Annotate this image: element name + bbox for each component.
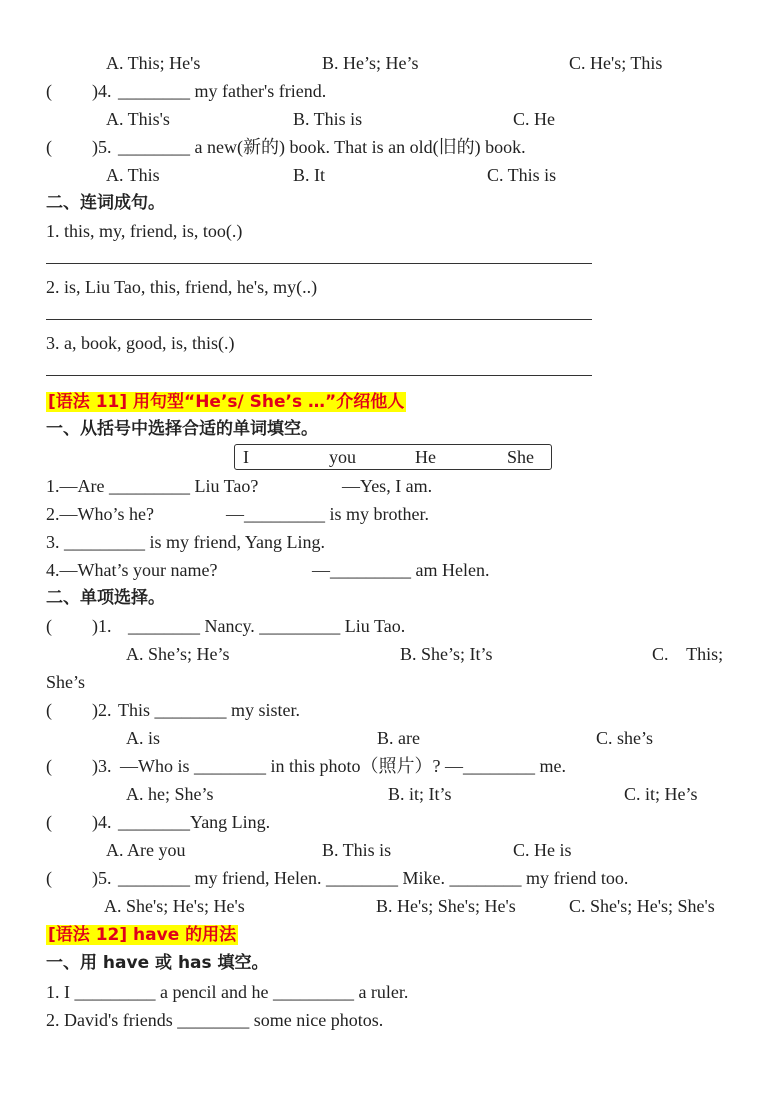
question-number: )1. <box>92 616 112 636</box>
option-b: B. it; It’s <box>388 784 452 804</box>
grammar-heading <box>46 922 238 947</box>
question-number: )5. <box>92 868 112 888</box>
section-title: 二、单项选择。 <box>46 588 165 608</box>
answer-paren: ( <box>46 700 52 720</box>
section-title: 二、连词成句。 <box>46 193 165 213</box>
option-a: A. Are you <box>106 840 186 860</box>
option-a: A. is <box>126 728 161 748</box>
option-a: A. he; She’s <box>126 784 214 804</box>
option-b: B. She’s; It’s <box>400 644 493 664</box>
grammar-heading <box>46 389 406 414</box>
option-c: C. He <box>513 109 555 129</box>
answer-paren: ( <box>46 137 52 157</box>
answer-line <box>46 319 592 320</box>
option-a: A. This <box>106 165 160 185</box>
question-number: )5. <box>92 137 112 157</box>
option-b: B. This is <box>322 840 392 860</box>
question-text: ________ my friend, Helen. ________ Mike. ________ my friend too. <box>118 868 629 888</box>
answer-line <box>46 263 592 264</box>
question-text: ________ my father's friend. <box>118 81 327 101</box>
word-option: He <box>415 447 436 467</box>
sentence-prompt: 3. a, book, good, is, this(.) <box>46 333 235 353</box>
option-c: C. He is <box>513 840 572 860</box>
word-option: you <box>329 447 356 467</box>
option-b: B. He's; She's; He's <box>376 896 516 916</box>
question-number: )2. <box>92 700 112 720</box>
fill-question: 1.—Are _________ Liu Tao? <box>46 476 259 496</box>
question-number: )3. <box>92 756 112 776</box>
answer-paren: ( <box>46 756 52 776</box>
fill-question: 3. _________ is my friend, Yang Ling. <box>46 532 325 552</box>
question-number: )4. <box>92 812 112 832</box>
section-title: 一、从括号中选择合适的单词填空。 <box>46 419 318 439</box>
fill-question: 2.—Who’s he? <box>46 504 154 524</box>
word-option: She <box>507 447 534 467</box>
answer-line <box>46 375 592 376</box>
option-a: A. She's; He's; He's <box>104 896 245 916</box>
fill-question: 2. David's friends ________ some nice photos. <box>46 1010 384 1030</box>
answer-paren: ( <box>46 616 52 636</box>
fill-question: 4.—What’s your name? <box>46 560 218 580</box>
grammar-11-title: [语法 11] 用句型“He’s/ She’s …”介绍他人 <box>48 392 405 412</box>
option-b: B. It <box>293 165 326 185</box>
option-c: C. it; He’s <box>624 784 698 804</box>
option-c: C. This; <box>652 644 724 664</box>
option-c: C. He's; This <box>569 53 663 73</box>
question-text: —Who is ________ in this photo（照片）? —________ me. <box>120 756 566 776</box>
word-option: I <box>243 447 249 467</box>
question-text: ________ a new(新的) book. That is an old(旧的) book. <box>118 137 526 157</box>
option-a: A. This's <box>106 109 170 129</box>
answer-paren: ( <box>46 81 52 101</box>
sentence-prompt: 1. this, my, friend, is, too(.) <box>46 221 243 241</box>
question-number: )4. <box>92 81 112 101</box>
question-text: ________ Nancy. _________ Liu Tao. <box>128 616 406 636</box>
option-a: A. This; He's <box>106 53 201 73</box>
option-c-continued: She’s <box>46 672 86 692</box>
option-b: B. He’s; He’s <box>322 53 419 73</box>
fill-answer: —_________ am Helen. <box>312 560 490 580</box>
option-c: C. This is <box>487 165 557 185</box>
fill-question: 1. I _________ a pencil and he _________ a ruler. <box>46 982 409 1002</box>
answer-paren: ( <box>46 868 52 888</box>
option-a: A. She’s; He’s <box>126 644 230 664</box>
option-c: C. She's; He's; She's <box>569 896 715 916</box>
sentence-prompt: 2. is, Liu Tao, this, friend, he's, my(..) <box>46 277 318 297</box>
question-text: ________Yang Ling. <box>118 812 271 832</box>
section-title: 一、用 have 或 has 填空。 <box>46 953 269 973</box>
answer-paren: ( <box>46 812 52 832</box>
option-b: B. are <box>377 728 420 748</box>
fill-answer: —Yes, I am. <box>342 476 433 496</box>
option-b: B. This is <box>293 109 363 129</box>
option-c: C. she’s <box>596 728 654 748</box>
fill-answer: —_________ is my brother. <box>226 504 429 524</box>
question-text: This ________ my sister. <box>118 700 301 720</box>
grammar-12-title: [语法 12] have 的用法 <box>48 925 237 945</box>
word-box <box>234 444 552 470</box>
